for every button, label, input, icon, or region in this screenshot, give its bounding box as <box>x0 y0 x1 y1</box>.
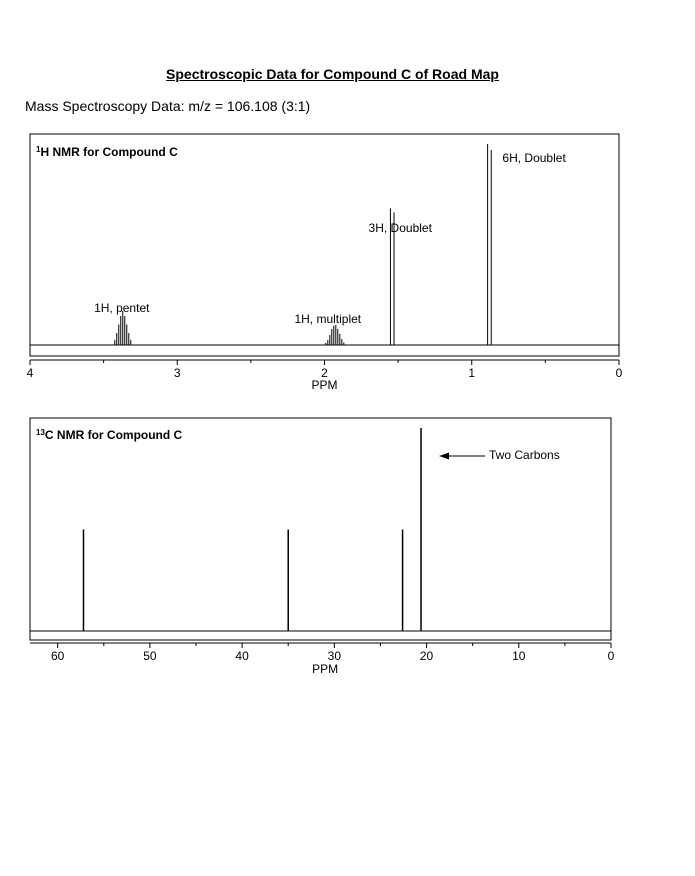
page-title: Spectroscopic Data for Compound C of Road Map <box>166 66 499 82</box>
c-nmr-title: $^{13}$C NMR for Compound C <box>36 428 183 442</box>
c-nmr-tick-label: 40 <box>235 649 249 663</box>
c-nmr-tick-label: 30 <box>327 649 342 663</box>
c-nmr-tick-label: 20 <box>419 649 434 663</box>
c-nmr-tick-label: 10 <box>512 649 526 663</box>
c-nmr-tick-label: 60 <box>50 649 65 663</box>
c-nmr-x-label: PPM <box>312 662 339 676</box>
c-nmr-annotation-label: Two Carbons <box>489 448 560 462</box>
h-nmr-tick-label: 2 <box>321 366 328 380</box>
h-nmr-tick-label: 4 <box>26 366 34 380</box>
h-nmr-peak-label: 1H, pentet <box>94 301 150 315</box>
h-nmr-tick-label: 3 <box>173 366 181 380</box>
h-nmr-tick-label: 1 <box>468 366 476 380</box>
h-nmr-peak-label: 3H, Doublet <box>368 221 432 235</box>
h-nmr-x-label: PPM <box>311 378 338 392</box>
h-nmr-title: $^1$H NMR for Compound C <box>36 145 178 159</box>
c-nmr-tick-label: 50 <box>143 649 157 663</box>
c-nmr-annotation-arrowhead <box>439 453 449 460</box>
mass-spec-data: Mass Spectroscopy Data: m/z = 106.108 (3:1) <box>25 98 311 114</box>
h-nmr-tick-label: 0 <box>615 366 623 380</box>
h-nmr-peak-label: 6H, Doublet <box>502 151 566 165</box>
c-nmr-tick-label: 0 <box>607 649 615 663</box>
h-nmr-peak-label: 1H, multiplet <box>294 312 362 326</box>
